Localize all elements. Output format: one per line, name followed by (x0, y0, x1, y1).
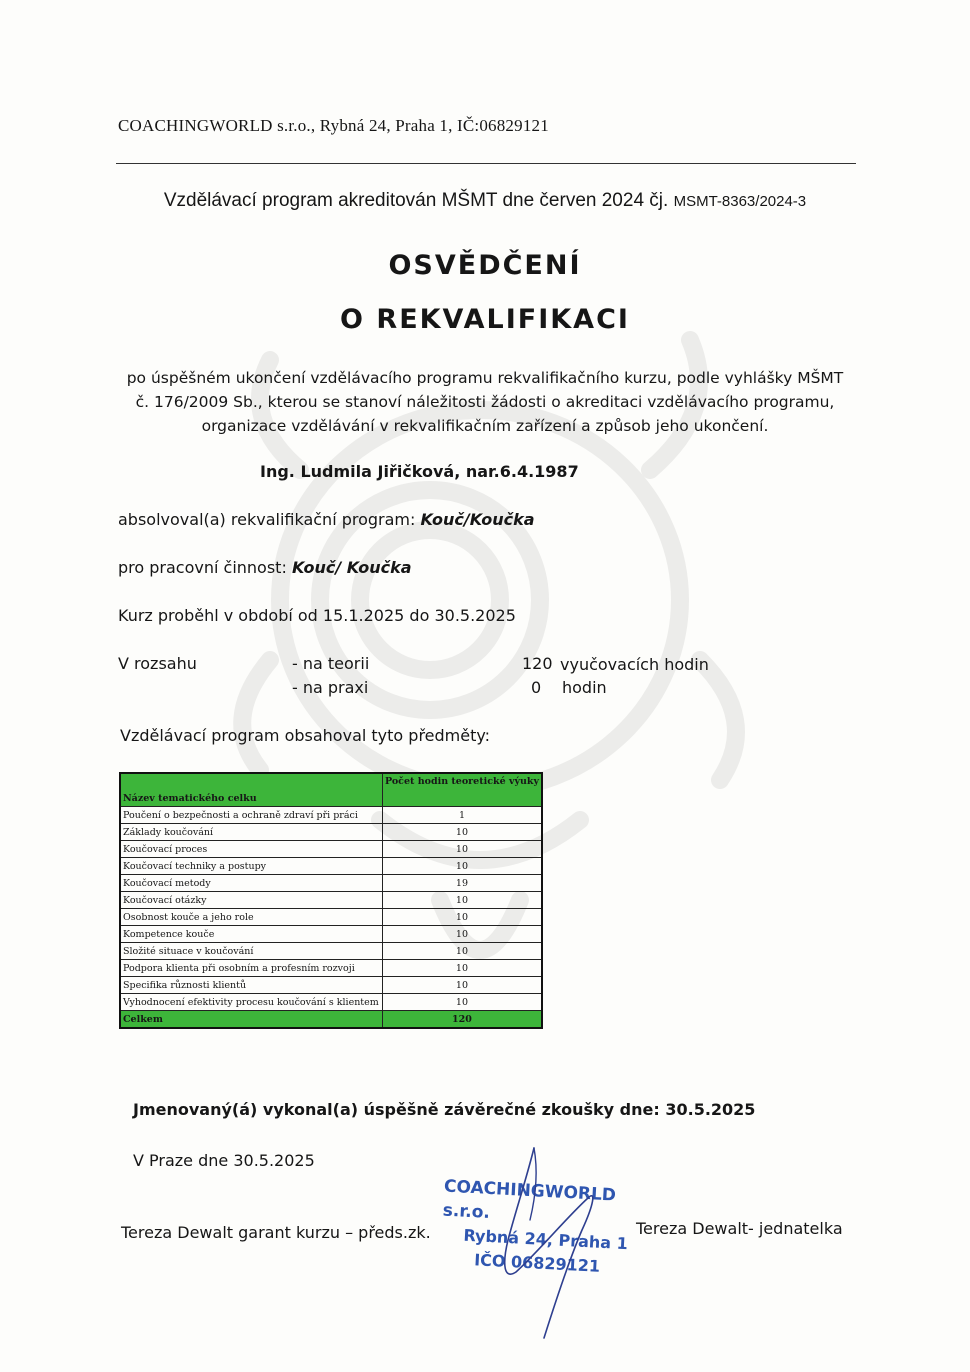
table-total-row (120, 1011, 542, 1029)
subjects-intro: Vzdělávací program obsahoval tyto předměty: (120, 726, 491, 745)
table-row (120, 909, 542, 926)
subject-hours: 10 (382, 994, 542, 1011)
scope-theory-hours: 120 (522, 654, 553, 673)
table-row (120, 875, 542, 892)
table-row (120, 807, 542, 824)
subject-hours: 10 (382, 977, 542, 994)
subject-hours: 10 (382, 943, 542, 960)
company-header: COACHINGWORLD s.r.o., Rybná 24, Praha 1, IČ:06829121 (118, 116, 549, 135)
table-row (120, 892, 542, 909)
subject-hours: 10 (382, 909, 542, 926)
table-row (120, 926, 542, 943)
subject-name: Kompetence kouče (120, 926, 382, 943)
accreditation-text: Vzdělávací program akreditován MŠMT dne červen 2024 čj. (163, 190, 669, 211)
certificate-title: OSVĚDČENÍ (388, 250, 582, 281)
subject-hours: 10 (382, 892, 542, 909)
course-period: Kurz proběhl v období od 15.1.2025 do 30.5.2025 (118, 606, 516, 625)
subject-name: Složité situace v koučování (120, 943, 382, 960)
scope-theory-unit: vyučovacích hodin (560, 655, 709, 674)
subject-hours: 10 (382, 960, 542, 977)
signature-left: Tereza Dewalt garant kurzu – předs.zk. (121, 1223, 431, 1242)
subject-hours: 19 (382, 875, 542, 892)
subject-name: Koučovací techniky a postupy (120, 858, 382, 875)
stamp-line-1: COACHINGWORLD s.r.o. (442, 1176, 617, 1223)
intro-line-1: po úspěšném ukončení vzdělávacího programu rekvalifikačního kurzu, podle vyhlášky MŠMT (126, 369, 844, 387)
occupation-label: pro pracovní činnost: (118, 558, 287, 577)
total-hours: 120 (382, 1011, 542, 1029)
table-header-hours: Počet hodin teoretické výuky (382, 773, 542, 807)
table-row (120, 858, 542, 875)
subject-name: Koučovací metody (120, 875, 382, 892)
handwritten-signature (486, 1140, 636, 1345)
accreditation-reference: MSMT-8363/2024-3 (673, 193, 807, 210)
subject-name: Podpora klienta při osobním a profesním rozvoji (120, 960, 382, 977)
graduate-name: Ing. Ludmila Jiřičková, nar.6.4.1987 (260, 462, 579, 481)
scope-practice-unit: hodin (562, 678, 607, 697)
place-date: V Praze dne 30.5.2025 (133, 1151, 315, 1170)
subject-hours: 10 (382, 824, 542, 841)
table-row (120, 960, 542, 977)
table-header-row (120, 773, 542, 807)
subject-name: Základy koučování (120, 824, 382, 841)
program-label: absolvoval(a) rekvalifikační program: (118, 510, 416, 529)
subject-name: Poučení o bezpečnosti a ochraně zdraví při práci (120, 807, 382, 824)
subject-hours: 10 (382, 841, 542, 858)
subject-name: Koučovací otázky (120, 892, 382, 909)
scope-theory-label: - na teorii (292, 654, 370, 673)
subject-name: Osobnost kouče a jeho role (120, 909, 382, 926)
signature-right: Tereza Dewalt- jednatelka (636, 1219, 843, 1238)
intro-line-2: č. 176/2009 Sb., kterou se stanoví náležitosti žádosti o akreditaci vzdělávacího programu, (135, 393, 835, 411)
total-label: Celkem (120, 1011, 382, 1029)
occupation-line (118, 558, 412, 577)
scope-label: V rozsahu (118, 654, 197, 673)
header-divider (116, 163, 856, 164)
subject-hours: 1 (382, 807, 542, 824)
table-row (120, 824, 542, 841)
program-value: Kouč/Koučka (420, 510, 535, 529)
scope-practice-hours: 0 (531, 678, 542, 697)
subject-name: Specifika různosti klientů (120, 977, 382, 994)
program-line (118, 510, 535, 529)
subject-hours: 10 (382, 858, 542, 875)
table-row (120, 977, 542, 994)
stamp-line-2: Rybná 24, Praha 1 (463, 1225, 629, 1254)
certificate-subtitle: O REKVALIFIKACI (340, 304, 630, 335)
scope-practice-label: - na praxi (292, 678, 369, 697)
subject-hours: 10 (382, 926, 542, 943)
table-row (120, 841, 542, 858)
table-row (120, 943, 542, 960)
subjects-table (119, 772, 543, 1029)
subject-name: Vyhodnocení efektivity procesu koučování s klientem (120, 994, 382, 1011)
exam-statement: Jmenovaný(á) vykonal(a) úspěšně závěrečné zkoušky dne: 30.5.2025 (133, 1100, 756, 1119)
stamp-line-3: IČO 06829121 (473, 1250, 601, 1276)
table-row (120, 994, 542, 1011)
intro-line-3: organizace vzdělávání v rekvalifikačním zařízení a způsob jeho ukončení. (201, 417, 769, 435)
accreditation-line (0, 190, 970, 212)
subject-name: Koučovací proces (120, 841, 382, 858)
table-header-name: Název tematického celku (120, 773, 382, 807)
occupation-value: Kouč/ Koučka (291, 558, 412, 577)
intro-paragraph (100, 366, 870, 438)
